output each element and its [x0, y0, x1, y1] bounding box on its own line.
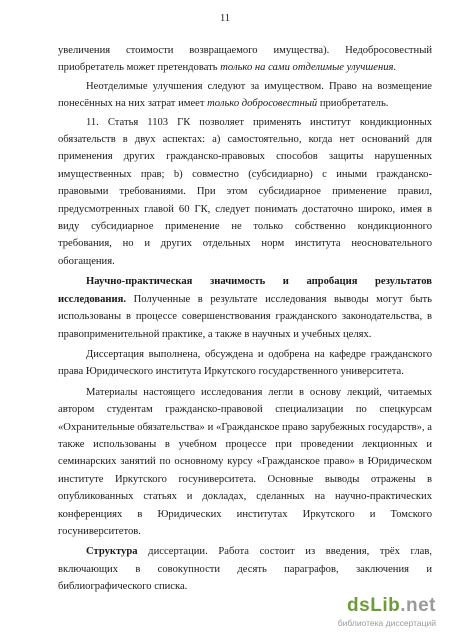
bold-heading: Научно-практическая значимость и апробация результатов исследования. [58, 276, 432, 305]
paragraph-text: Неотделимые улучшения следуют за имуществом. Право на возмещение понесённых на них затрат имеет [58, 80, 432, 110]
logo-text: dsLib [347, 595, 401, 616]
logo-domain: .net [400, 595, 436, 616]
paragraph-article-1103: 11. Статья 1103 ГК позволяет применять институт кондикционных обязательств в двух аспектах: a) самостоятельно, когда нет оснований для применения других гражданско-правовых способов защиты нарушенных имущественных прав; b) совместно (субсидиарно) с иными гражданско-правовыми требованиями. При этом субсидиарное применение правил, предусмотренных главой 60 ГК, следует понимать достаточно широко, имея в виду субсидиарное применение не только собственно кондикционного требования, но и других отдельных норм института неосновательного обогащения. [58, 116, 432, 267]
paragraph-improvements [58, 78, 432, 113]
paragraph-text: Полученные в результате исследования выводы могут быть использованы в процессе совершенствования гражданского законодательства, в правоприменительной практике, а также в научных и учебных целях. [58, 293, 432, 340]
paragraph-materials: Материалы настоящего исследования легли в основу лекций, читаемых автором студентам гражданско-правовой специализации по спецкурсам «Охранительные обязательства» и «Гражданское право зарубежных государств», а также использованы в учебном процессе при проведении лекционных и семинарских занятий по основному курсу «Гражданское право» в Юридическом институте Иркутского госуниверситета. Основные выводы отражены в опубликованных статьях и докладах, сделанных на научно-практических конференциях в Юридических институтах Иркутского и Томского госуниверситетов. [58, 386, 432, 537]
paragraph-structure [58, 543, 432, 595]
italic-phrase: только на сами отделимые улучшения [220, 62, 394, 74]
paragraph-text: . [393, 62, 397, 74]
paragraph-text: диссертации. Работа состоит из введения, трёх глав, включающих в совокупности десять параграфов, заключения и библиографического списка. [58, 546, 432, 593]
paragraph-text: увеличения стоимости возвращаемого имущества). Недобросовестный приобретатель может претендовать [58, 45, 432, 74]
paragraph-continuation [58, 42, 432, 77]
dslib-logo [326, 596, 436, 616]
paragraph-significance [58, 273, 432, 343]
page-number: 11 [219, 13, 231, 24]
paragraph-text: приобретатель. [317, 98, 389, 110]
paragraph-approval: Диссертация выполнена, обсуждена и одобрена на кафедре гражданского права Юридического института Иркутского государственного университета. [58, 348, 432, 378]
italic-phrase: только добросовестный [207, 98, 318, 110]
dslib-watermark [326, 596, 436, 628]
bold-heading: Структура [86, 546, 138, 558]
document-body [58, 42, 432, 596]
watermark-caption: библиотека диссертаций [337, 618, 436, 628]
